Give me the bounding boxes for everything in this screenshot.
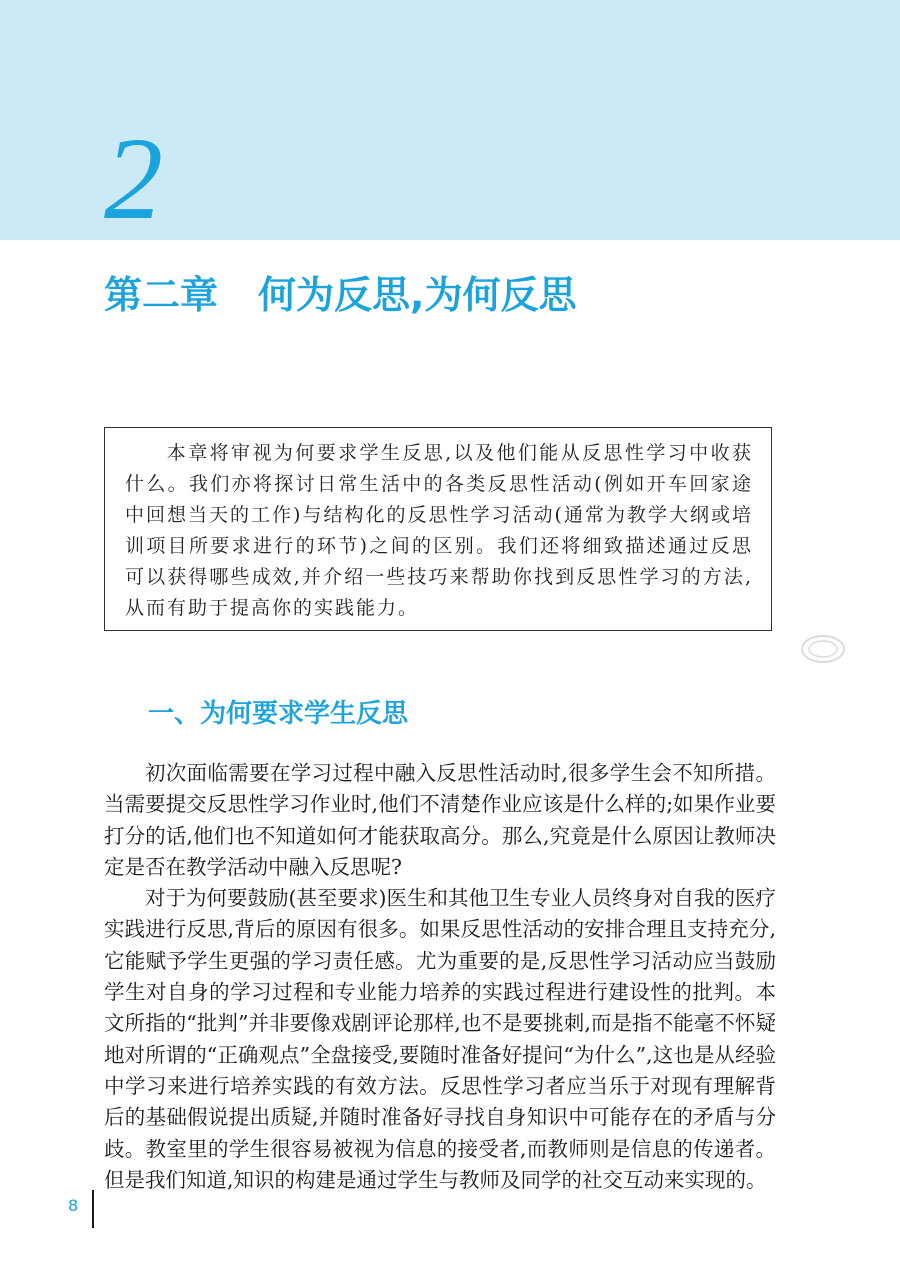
- watermark-logo-icon: [800, 634, 846, 664]
- chapter-summary-box: 本章将审视为何要求学生反思,以及他们能从反思性学习中收获什么。我们亦将探讨日常生活中的各类反思性活动(例如开车回家途中回想当天的工作)与结构化的反思性学习活动(通常为教学大纲或培训项目所要求进行的环节)之间的区别。我们还将细致描述通过反思可以获得哪些成效,并介绍一些技巧来帮助你找到反思性学习的方法,从而有助于提高你的实践能力。: [104, 427, 772, 631]
- page-number: 8: [68, 1196, 79, 1215]
- body-paragraph: 初次面临需要在学习过程中融入反思性活动时,很多学生会不知所措。当需要提交反思性学习作业时,他们不清楚作业应该是什么样的;如果作业要打分的话,他们也不知道如何才能获取高分。那么,究竟是什么原因让教师决定是否在教学活动中融入反思呢?: [104, 761, 776, 879]
- chapter-label: 第二章: [104, 273, 219, 317]
- section-body: [104, 758, 776, 1196]
- section-heading: 一、为何要求学生反思: [148, 699, 409, 729]
- chapter-title-text: 何为反思,为何反思: [258, 273, 577, 317]
- chapter-title: [104, 272, 576, 318]
- chapter-number: 2: [104, 113, 163, 244]
- page-number-rule: [92, 1190, 94, 1228]
- body-paragraph: 对于为何要鼓励(甚至要求)医生和其他卫生专业人员终身对自我的医疗实践进行反思,背后的原因有很多。如果反思性活动的安排合理且支持充分,它能赋予学生更强的学习责任感。尤为重要的是,反思性学习活动应当鼓励学生对自身的学习过程和专业能力培养的实践过程进行建设性的批判。本文所指的“批判”并非要像戏剧评论那样,也不是要挑刺,而是指不能毫不怀疑地对所谓的“正确观点”全盘接受,要随时准备好提问“为什么”,这也是从经验中学习来进行培养实践的有效方法。反思性学习者应当乐于对现有理解背后的基础假说提出质疑,并随时准备好寻找自身知识中可能存在的矛盾与分歧。教室里的学生很容易被视为信息的接受者,而教师则是信息的传递者。但是我们知道,知识的构建是通过学生与教师及同学的社交互动来实现的。: [104, 886, 776, 1192]
